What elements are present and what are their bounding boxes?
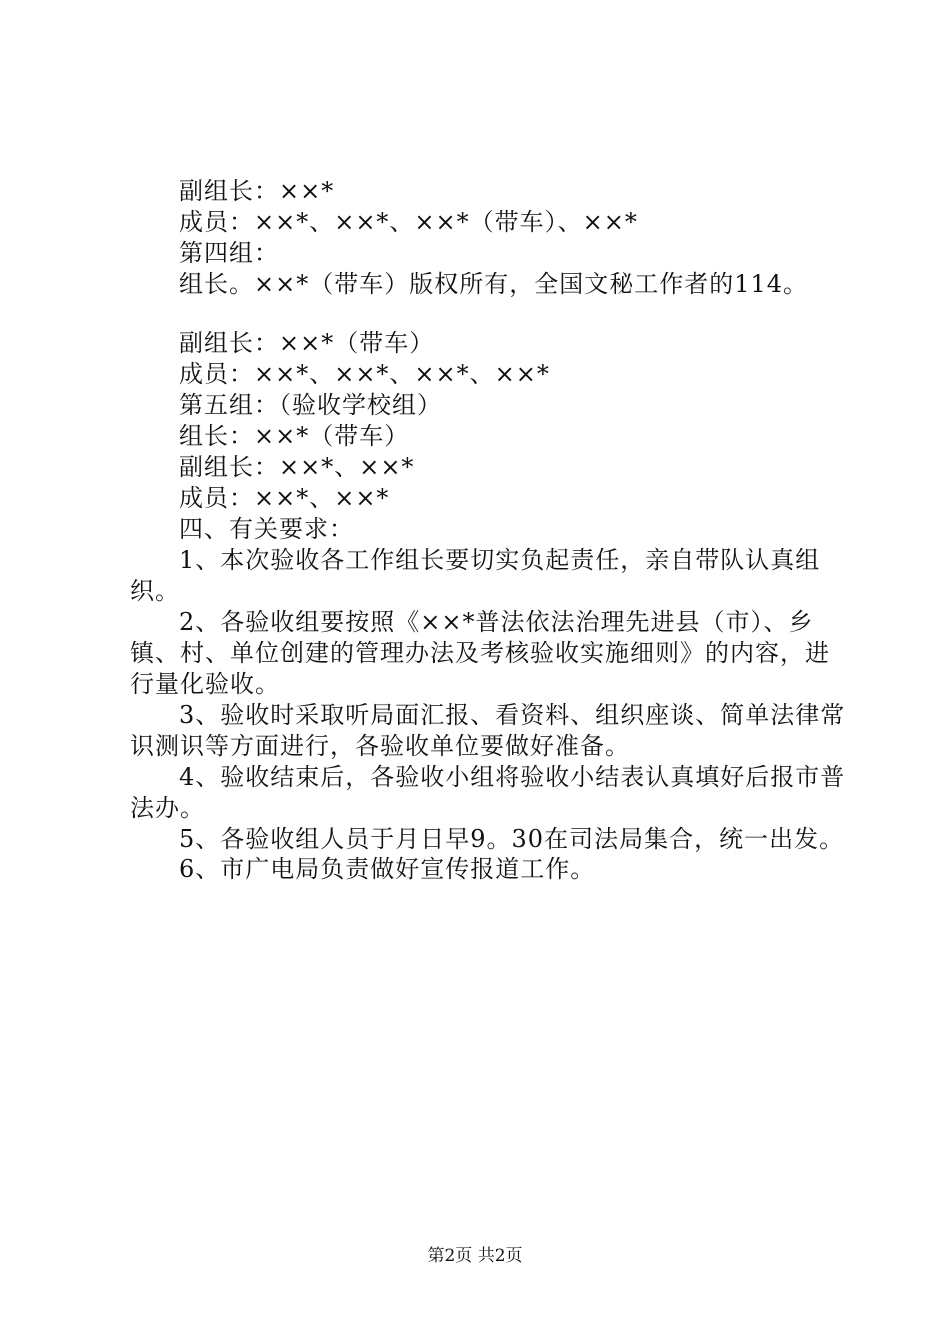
members-line-1: 成员：××*、××*、××*（带车）、××* (179, 208, 638, 236)
group-four-leader: 组长。××*（带车）版权所有，全国文秘工作者的114。 (179, 270, 809, 298)
deputy-leader-line-2: 副组长：××*（带车） (179, 329, 435, 357)
requirements-heading: 四、有关要求： (179, 515, 354, 543)
group-five-leader: 组长：××*（带车） (179, 422, 410, 450)
deputy-leader-line-3: 副组长：××*、××* (179, 453, 415, 481)
requirement-item-2: 2、各验收组要按照《××*普法依法治理先进县（市）、乡镇、村、单位创建的管理办法及考核验收实施细则》的内容，进行量化验收。 (130, 608, 830, 698)
members-line-2: 成员：××*、××*、××*、××* (179, 360, 550, 388)
group-five-heading: 第五组：（验收学校组） (179, 391, 442, 419)
page-footer: 第2页 共2页 (427, 1246, 523, 1266)
group-four-heading: 第四组： (179, 239, 279, 267)
requirement-item-6: 6、市广电局负责做好宣传报道工作。 (179, 855, 596, 883)
requirement-item-4: 4、验收结束后，各验收小组将验收小结表认真填好后报市普法办。 (130, 763, 846, 822)
members-line-3: 成员：××*、××* (179, 484, 390, 512)
deputy-leader-line-1: 副组长：××* (179, 177, 335, 205)
requirement-item-3: 3、验收时采取听局面汇报、看资料、组织座谈、简单法律常识测识等方面进行，各验收单位要做好准备。 (130, 701, 846, 760)
requirement-item-1: 1、本次验收各工作组长要切实负起责任，亲自带队认真组织。 (130, 546, 821, 605)
requirement-item-5: 5、各验收组人员于月日早9。30在司法局集合，统一出发。 (179, 825, 845, 853)
